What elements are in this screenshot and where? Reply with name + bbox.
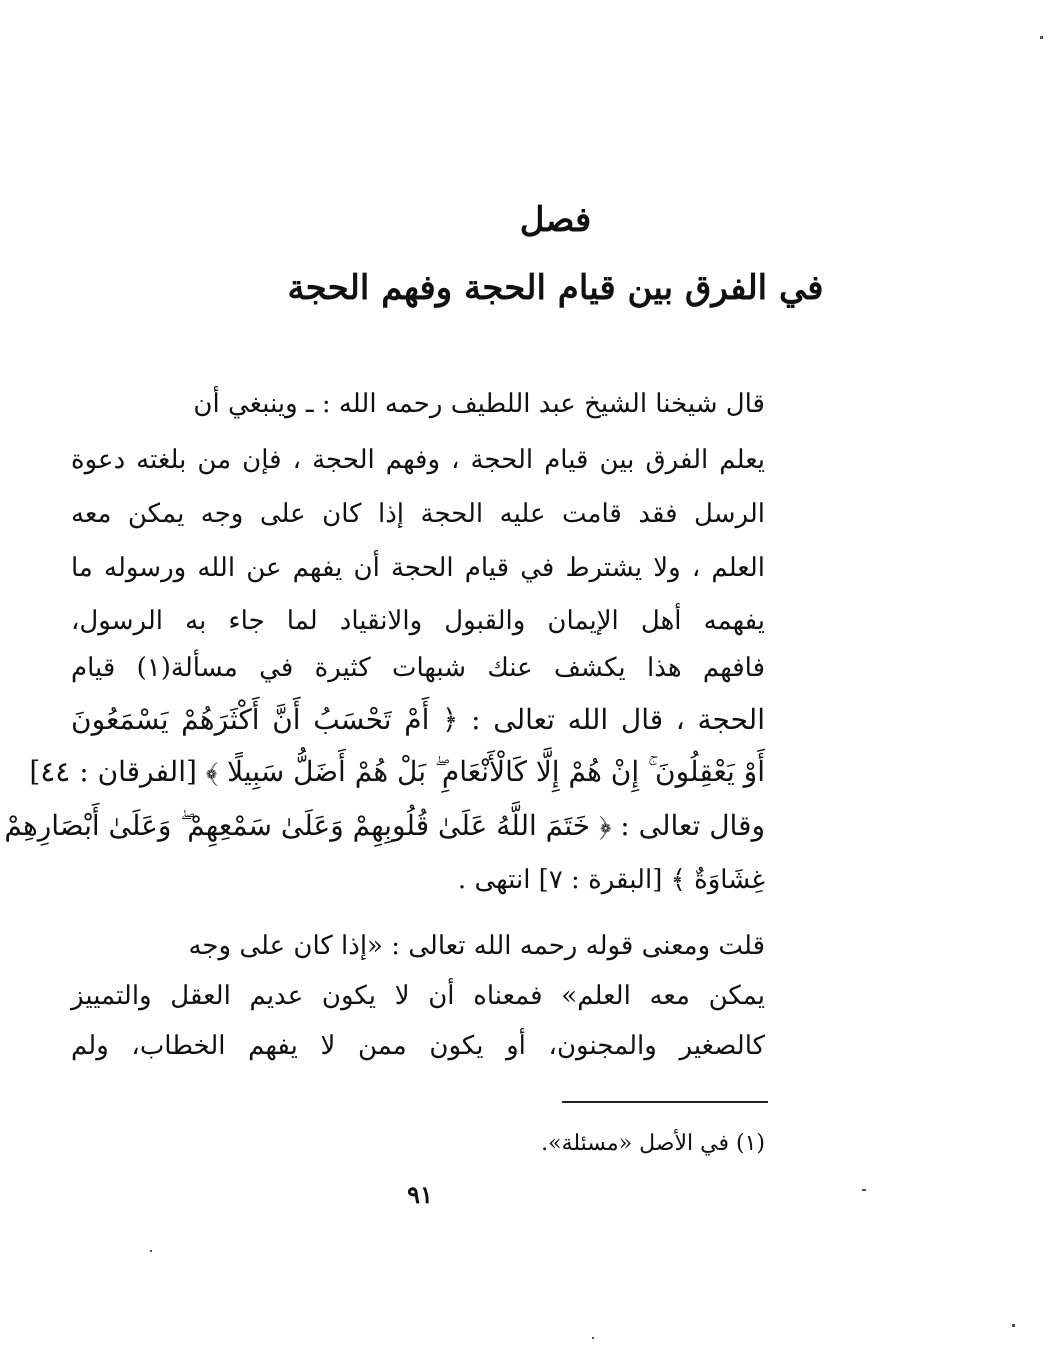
paragraph-1-line-4: العلم ، ولا يشترط في قيام الحجة أن يفهم عن الله ورسوله ما xyxy=(71,553,765,583)
scan-speck xyxy=(1012,1324,1015,1327)
footnote-separator xyxy=(562,1101,768,1103)
paragraph-2-line-3: كالصغير والمجنون، أو يكون ممن لا يفهم الخطاب، ولم xyxy=(71,1031,765,1061)
paragraph-1-line-6: فافهم هذا يكشف عنك شبهات كثيرة في مسألة(١) قيام xyxy=(71,653,766,683)
paragraph-1-line-10: غِشَاوَةٌ ﴾ [البقرة : ٧] انتهى . xyxy=(457,865,765,895)
paragraph-1-line-5: يفهمه أهل الإيمان والقبول والانقياد لما جاء به الرسول، xyxy=(71,606,765,636)
paragraph-2-line-2: يمكن معه العلم» فمعناه أن لا يكون عديم العقل والتمييز xyxy=(71,981,765,1011)
paragraph-1-line-8: أَوْ يَعْقِلُونَ ۚ إِنْ هُمْ إِلَّا كَالْأَنْعَامِ ۖ بَلْ هُمْ أَضَلُّ سَبِيلًا ﴾ [الفرقان : ٤٤] xyxy=(29,755,765,788)
section-subheading: في الفرق بين قيام الحجة وفهم الحجة xyxy=(287,268,824,308)
paragraph-1-line-2: يعلم الفرق بين قيام الحجة ، وفهم الحجة ، فإن من بلغته دعوة xyxy=(71,445,765,475)
paragraph-1-line-1: قال شيخنا الشيخ عبد اللطيف رحمه الله : ـ وينبغي أن xyxy=(193,389,765,419)
scan-speck xyxy=(862,1189,866,1191)
paragraph-2-line-1: قلت ومعنى قوله رحمه الله تعالى : «إذا كان على وجه xyxy=(188,931,765,961)
scan-speck xyxy=(592,1337,594,1339)
paragraph-1-line-3: الرسل فقد قامت عليه الحجة إذا كان على وجه يمكن معه xyxy=(71,499,765,529)
paragraph-1-line-7: الحجة ، قال الله تعالى : ﴿ أَمْ تَحْسَبُ أَنَّ أَكْثَرَهُمْ يَسْمَعُونَ xyxy=(71,703,765,736)
footnote: (١) في الأصل «مسئلة». xyxy=(541,1131,765,1156)
scan-speck xyxy=(150,1250,152,1252)
page-number: ٩١ xyxy=(407,1180,433,1209)
scan-speck xyxy=(1040,36,1043,39)
paragraph-1-line-9: وقال تعالى : ﴿ خَتَمَ اللَّهُ عَلَىٰ قُلُوبِهِمْ وَعَلَىٰ سَمْعِهِمْ ۖ وَعَلَىٰ أَبْصَارِهِمْ xyxy=(4,809,765,842)
section-heading: فصل xyxy=(519,200,592,240)
